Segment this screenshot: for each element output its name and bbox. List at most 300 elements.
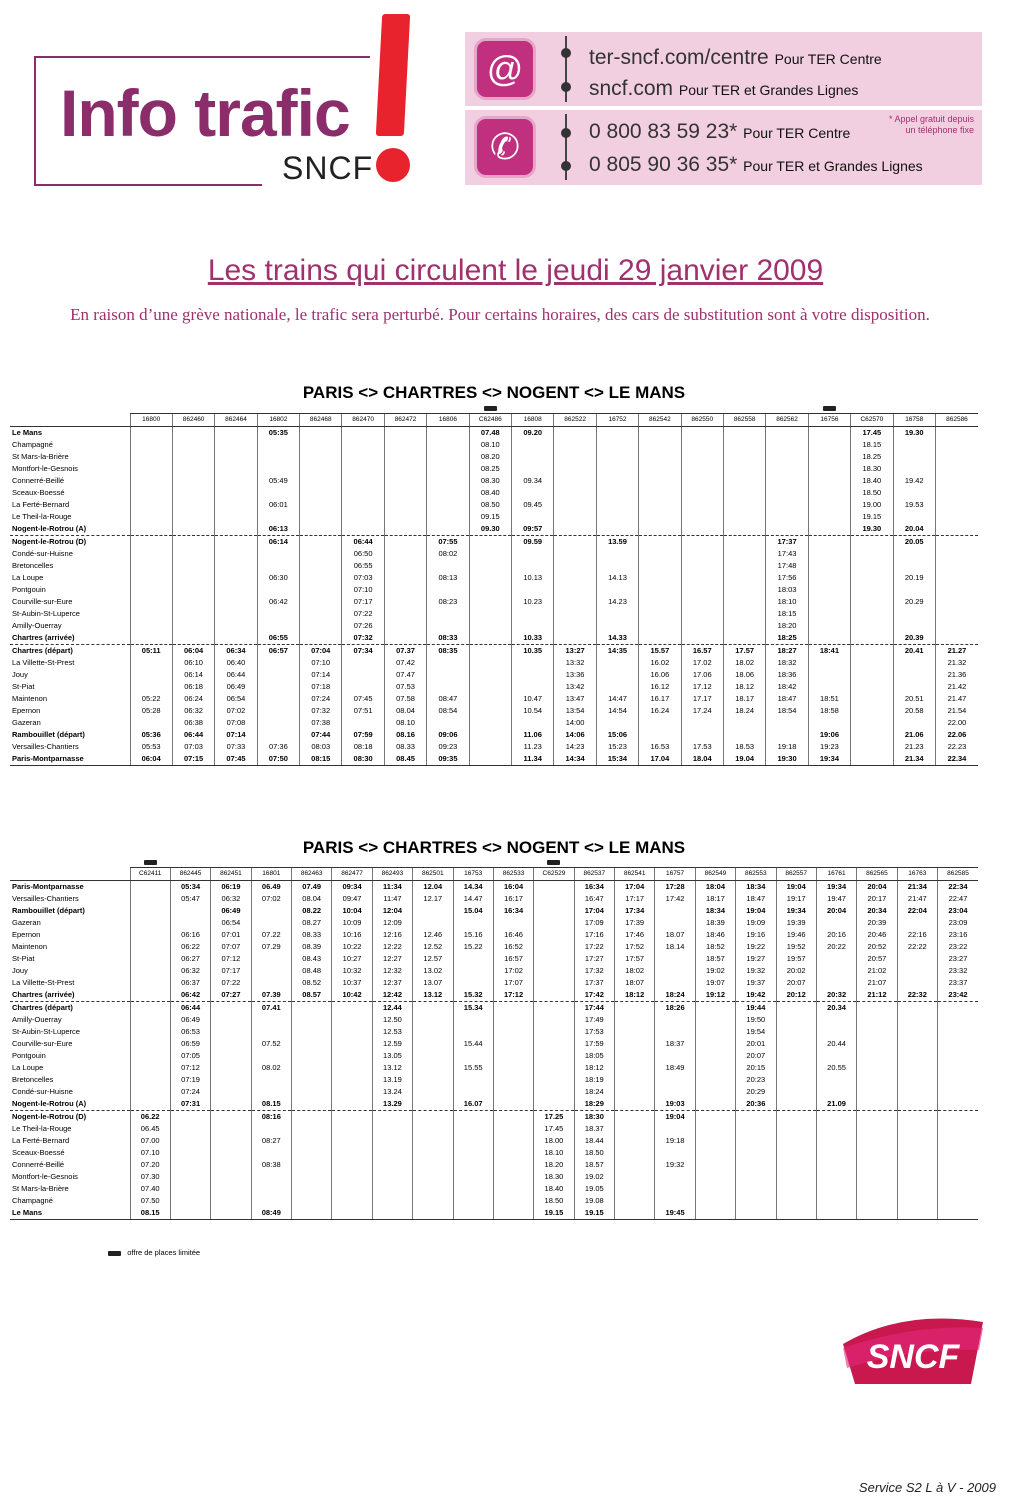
time-cell bbox=[655, 953, 695, 965]
time-cell bbox=[776, 1159, 816, 1171]
time-cell bbox=[453, 1074, 493, 1086]
time-cell: 19:37 bbox=[736, 977, 776, 989]
time-cell: 06:04 bbox=[172, 645, 214, 658]
time-cell: 08.30 bbox=[469, 475, 511, 487]
time-cell bbox=[413, 917, 453, 929]
time-cell bbox=[554, 511, 596, 523]
time-cell: 07.20 bbox=[130, 1159, 170, 1171]
telephone-icon: ✆ bbox=[474, 116, 536, 178]
time-cell bbox=[257, 693, 299, 705]
time-cell: 07:02 bbox=[215, 705, 257, 717]
time-cell: 21:12 bbox=[857, 989, 897, 1002]
time-cell bbox=[655, 1050, 695, 1062]
time-cell: 06:49 bbox=[215, 681, 257, 693]
time-cell bbox=[300, 427, 342, 440]
time-cell: 10.35 bbox=[512, 645, 554, 658]
web-site[interactable]: sncf.com bbox=[589, 77, 674, 100]
web-site[interactable]: ter-sncf.com/centre bbox=[589, 46, 769, 69]
time-cell bbox=[681, 632, 723, 645]
time-cell: 18:57 bbox=[695, 953, 735, 965]
time-cell bbox=[851, 632, 893, 645]
time-cell: 17:32 bbox=[574, 965, 614, 977]
time-cell bbox=[681, 572, 723, 584]
time-cell bbox=[130, 1086, 170, 1098]
time-cell: 07:34 bbox=[342, 645, 384, 658]
time-cell: 20.05 bbox=[893, 536, 935, 549]
time-cell: 19:22 bbox=[736, 941, 776, 953]
time-cell bbox=[639, 475, 681, 487]
time-cell: 16:52 bbox=[493, 941, 533, 953]
time-cell: 18:47 bbox=[766, 693, 808, 705]
time-cell bbox=[723, 596, 765, 608]
time-cell bbox=[938, 1111, 979, 1124]
time-cell: 05:22 bbox=[130, 693, 172, 705]
time-cell: 07.52 bbox=[251, 1038, 291, 1050]
time-cell bbox=[808, 548, 850, 560]
time-cell bbox=[342, 669, 384, 681]
train-number: 16808 bbox=[512, 414, 554, 427]
time-cell bbox=[342, 681, 384, 693]
time-cell bbox=[172, 499, 214, 511]
time-cell bbox=[816, 1026, 856, 1038]
web-line-2[interactable] bbox=[589, 76, 858, 103]
time-cell bbox=[681, 451, 723, 463]
time-cell bbox=[257, 705, 299, 717]
time-cell bbox=[534, 953, 574, 965]
time-cell: 07:33 bbox=[215, 741, 257, 753]
time-cell: 06:59 bbox=[170, 1038, 210, 1050]
bus-cell bbox=[211, 858, 251, 868]
time-cell bbox=[512, 669, 554, 681]
time-cell: 23:09 bbox=[938, 917, 979, 929]
time-cell bbox=[816, 1171, 856, 1183]
time-cell: 06:30 bbox=[257, 572, 299, 584]
time-cell: 09:35 bbox=[427, 753, 469, 766]
time-cell bbox=[215, 475, 257, 487]
train-number: 16802 bbox=[257, 414, 299, 427]
bus-cell bbox=[493, 858, 533, 868]
web-line-1[interactable] bbox=[589, 45, 882, 72]
train-number: 16753 bbox=[453, 868, 493, 881]
time-cell bbox=[300, 584, 342, 596]
time-cell bbox=[512, 487, 554, 499]
time-cell bbox=[938, 1002, 979, 1015]
exclamation-dot bbox=[376, 148, 410, 182]
logo-title: Info trafic bbox=[60, 76, 350, 150]
time-cell: 08.10 bbox=[384, 717, 426, 729]
time-cell bbox=[251, 965, 291, 977]
time-cell bbox=[639, 729, 681, 741]
time-cell bbox=[211, 1135, 251, 1147]
time-cell bbox=[292, 1147, 332, 1159]
time-cell: 18.10 bbox=[534, 1147, 574, 1159]
time-cell bbox=[427, 657, 469, 669]
time-cell bbox=[215, 499, 257, 511]
time-cell bbox=[639, 511, 681, 523]
table-row bbox=[10, 1195, 978, 1207]
time-cell bbox=[615, 1207, 655, 1220]
time-cell bbox=[493, 1026, 533, 1038]
time-cell: 18.02 bbox=[723, 657, 765, 669]
time-cell bbox=[695, 1026, 735, 1038]
time-cell: 07:24 bbox=[300, 693, 342, 705]
time-cell bbox=[615, 1062, 655, 1074]
time-cell bbox=[342, 657, 384, 669]
table-row bbox=[10, 608, 978, 620]
time-cell bbox=[695, 1171, 735, 1183]
time-cell bbox=[736, 1171, 776, 1183]
time-cell bbox=[534, 1086, 574, 1098]
time-cell: 14:34 bbox=[554, 753, 596, 766]
time-cell: 17:28 bbox=[655, 881, 695, 894]
time-cell bbox=[342, 427, 384, 440]
time-cell: 07:44 bbox=[300, 729, 342, 741]
time-cell bbox=[130, 584, 172, 596]
time-cell bbox=[453, 965, 493, 977]
time-cell: 16:34 bbox=[493, 905, 533, 917]
time-cell bbox=[211, 1002, 251, 1015]
time-cell: 08:23 bbox=[427, 596, 469, 608]
time-cell: 19:47 bbox=[816, 893, 856, 905]
time-cell: 08.57 bbox=[292, 989, 332, 1002]
time-cell bbox=[251, 1123, 291, 1135]
bus-cell bbox=[292, 858, 332, 868]
table-row bbox=[10, 596, 978, 608]
time-cell bbox=[512, 717, 554, 729]
time-cell bbox=[857, 1171, 897, 1183]
time-cell bbox=[300, 572, 342, 584]
time-cell bbox=[639, 487, 681, 499]
table-row bbox=[10, 1183, 978, 1195]
time-cell bbox=[816, 1207, 856, 1220]
time-cell: 20.19 bbox=[893, 572, 935, 584]
time-cell bbox=[534, 929, 574, 941]
time-cell bbox=[211, 1062, 251, 1074]
time-cell bbox=[211, 1074, 251, 1086]
time-cell: 18:51 bbox=[808, 693, 850, 705]
time-cell: 17:02 bbox=[493, 965, 533, 977]
time-cell: 20:16 bbox=[816, 929, 856, 941]
train-number: 862501 bbox=[413, 868, 453, 881]
time-cell bbox=[251, 953, 291, 965]
time-cell: 20:22 bbox=[816, 941, 856, 953]
time-cell: 05:47 bbox=[170, 893, 210, 905]
time-cell bbox=[897, 1014, 937, 1026]
time-cell bbox=[655, 1074, 695, 1086]
time-cell bbox=[211, 1147, 251, 1159]
time-cell: 18:05 bbox=[574, 1050, 614, 1062]
time-cell bbox=[493, 1135, 533, 1147]
station-name: Le Theil-la-Rouge bbox=[12, 1124, 72, 1133]
time-cell bbox=[372, 1147, 412, 1159]
time-cell bbox=[512, 463, 554, 475]
time-cell: 18.37 bbox=[574, 1123, 614, 1135]
time-cell: 17:43 bbox=[766, 548, 808, 560]
table-row bbox=[10, 1207, 978, 1220]
time-cell bbox=[211, 1014, 251, 1026]
time-cell bbox=[808, 523, 850, 536]
time-cell bbox=[469, 548, 511, 560]
time-cell bbox=[776, 1038, 816, 1050]
time-cell bbox=[534, 893, 574, 905]
time-cell: 18.44 bbox=[574, 1135, 614, 1147]
station-name: Maintenon bbox=[12, 694, 48, 703]
bus-cell bbox=[172, 404, 214, 414]
time-cell bbox=[938, 1050, 979, 1062]
time-cell bbox=[130, 596, 172, 608]
time-cell bbox=[211, 1159, 251, 1171]
time-cell: 19:27 bbox=[736, 953, 776, 965]
time-cell bbox=[292, 1086, 332, 1098]
time-cell bbox=[816, 1074, 856, 1086]
time-cell bbox=[413, 1147, 453, 1159]
time-cell bbox=[413, 1123, 453, 1135]
table-title: PARIS <> CHARTRES <> NOGENT <> LE MANS bbox=[302, 383, 686, 402]
time-cell: 17:52 bbox=[615, 941, 655, 953]
table-row bbox=[10, 475, 978, 487]
train-number: 862557 bbox=[776, 868, 816, 881]
time-cell: 14.13 bbox=[596, 572, 638, 584]
time-cell: 06:54 bbox=[211, 917, 251, 929]
time-cell bbox=[596, 717, 638, 729]
time-cell bbox=[172, 439, 214, 451]
time-cell bbox=[257, 620, 299, 632]
time-cell bbox=[897, 977, 937, 989]
time-cell: 18:12 bbox=[574, 1062, 614, 1074]
time-cell bbox=[170, 1183, 210, 1195]
time-cell bbox=[512, 657, 554, 669]
time-cell bbox=[130, 475, 172, 487]
time-cell: 21.23 bbox=[893, 741, 935, 753]
time-cell: 17:12 bbox=[493, 989, 533, 1002]
footer: Service S2 L à V - 2009 bbox=[858, 1480, 996, 1495]
time-cell bbox=[534, 989, 574, 1002]
time-cell: 13:47 bbox=[554, 693, 596, 705]
time-cell: 19:34 bbox=[816, 881, 856, 894]
time-cell bbox=[776, 1183, 816, 1195]
time-cell bbox=[251, 905, 291, 917]
time-cell: 06:18 bbox=[172, 681, 214, 693]
time-cell: 18.25 bbox=[851, 451, 893, 463]
bus-cell bbox=[251, 858, 291, 868]
time-cell: 12:09 bbox=[372, 917, 412, 929]
time-cell bbox=[413, 1207, 453, 1220]
time-cell bbox=[655, 1171, 695, 1183]
time-cell bbox=[695, 1014, 735, 1026]
time-cell: 07.42 bbox=[384, 657, 426, 669]
time-cell bbox=[453, 953, 493, 965]
time-cell bbox=[534, 917, 574, 929]
station-name: La Loupe bbox=[12, 573, 44, 582]
time-cell bbox=[413, 1183, 453, 1195]
time-cell bbox=[292, 1050, 332, 1062]
table-row bbox=[10, 1062, 978, 1074]
time-cell bbox=[257, 451, 299, 463]
time-cell bbox=[851, 548, 893, 560]
time-cell: 07:17 bbox=[211, 965, 251, 977]
time-cell: 07:01 bbox=[211, 929, 251, 941]
time-cell bbox=[655, 977, 695, 989]
time-cell: 17:42 bbox=[655, 893, 695, 905]
time-cell: 18:07 bbox=[615, 977, 655, 989]
time-cell bbox=[681, 560, 723, 572]
time-cell bbox=[372, 1183, 412, 1195]
time-cell: 06:44 bbox=[170, 1002, 210, 1015]
time-cell: 13.12 bbox=[372, 1062, 412, 1074]
time-cell bbox=[215, 536, 257, 549]
time-cell bbox=[554, 632, 596, 645]
time-cell bbox=[211, 1050, 251, 1062]
exclamation-bar bbox=[376, 14, 410, 136]
time-cell bbox=[938, 1183, 979, 1195]
bus-icon bbox=[547, 860, 560, 865]
time-cell bbox=[596, 620, 638, 632]
time-cell bbox=[130, 953, 170, 965]
time-cell bbox=[427, 717, 469, 729]
bullet bbox=[561, 128, 571, 138]
bullet bbox=[561, 161, 571, 171]
time-cell: 19:42 bbox=[736, 989, 776, 1002]
train-number: 862445 bbox=[170, 868, 210, 881]
time-cell bbox=[615, 1002, 655, 1015]
time-cell: 22:34 bbox=[938, 881, 979, 894]
time-cell bbox=[292, 1038, 332, 1050]
time-cell: 13:27 bbox=[554, 645, 596, 658]
time-cell: 18:25 bbox=[766, 632, 808, 645]
time-cell bbox=[615, 1111, 655, 1124]
table-row bbox=[10, 965, 978, 977]
time-cell bbox=[427, 584, 469, 596]
time-cell bbox=[615, 1147, 655, 1159]
time-cell bbox=[130, 632, 172, 645]
time-cell bbox=[469, 729, 511, 741]
time-cell bbox=[413, 1050, 453, 1062]
time-cell: 07.58 bbox=[384, 693, 426, 705]
station-name: Nogent-le-Rotrou (A) bbox=[10, 523, 130, 536]
time-cell bbox=[342, 439, 384, 451]
bus-cell bbox=[453, 858, 493, 868]
time-cell bbox=[332, 1038, 372, 1050]
time-cell: 07:36 bbox=[257, 741, 299, 753]
time-cell bbox=[776, 1195, 816, 1207]
time-cell bbox=[935, 548, 978, 560]
bus-cell bbox=[215, 404, 257, 414]
time-cell bbox=[384, 487, 426, 499]
time-cell bbox=[816, 1086, 856, 1098]
time-cell bbox=[469, 620, 511, 632]
time-cell bbox=[639, 463, 681, 475]
time-cell bbox=[808, 681, 850, 693]
web-desc: Pour TER Centre bbox=[774, 51, 882, 67]
time-cell bbox=[215, 560, 257, 572]
train-number: 862549 bbox=[695, 868, 735, 881]
table-row bbox=[10, 548, 978, 560]
train-number: 16806 bbox=[427, 414, 469, 427]
time-cell bbox=[300, 523, 342, 536]
time-cell: 09.34 bbox=[512, 475, 554, 487]
time-cell bbox=[300, 511, 342, 523]
time-cell bbox=[493, 1014, 533, 1026]
table-row bbox=[10, 717, 978, 729]
time-cell bbox=[893, 548, 935, 560]
bus-cell bbox=[554, 404, 596, 414]
time-cell: 18.14 bbox=[655, 941, 695, 953]
time-cell: 19:30 bbox=[766, 753, 808, 766]
train-number: 862451 bbox=[211, 868, 251, 881]
time-cell bbox=[427, 451, 469, 463]
time-cell bbox=[332, 1195, 372, 1207]
time-cell bbox=[723, 632, 765, 645]
time-cell bbox=[857, 1159, 897, 1171]
time-cell: 21.36 bbox=[935, 669, 978, 681]
table-row bbox=[10, 1026, 978, 1038]
time-cell bbox=[172, 608, 214, 620]
time-cell bbox=[453, 1207, 493, 1220]
table-row bbox=[10, 572, 978, 584]
time-cell: 12.50 bbox=[372, 1014, 412, 1026]
table-row bbox=[10, 1038, 978, 1050]
time-cell bbox=[938, 1159, 979, 1171]
time-cell: 11:34 bbox=[372, 881, 412, 894]
table-row bbox=[10, 905, 978, 917]
time-cell bbox=[935, 499, 978, 511]
time-cell bbox=[215, 572, 257, 584]
time-cell bbox=[413, 1086, 453, 1098]
time-cell bbox=[938, 1171, 979, 1183]
time-cell: 13.19 bbox=[372, 1074, 412, 1086]
time-cell: 18.06 bbox=[723, 669, 765, 681]
time-cell bbox=[130, 499, 172, 511]
time-cell bbox=[170, 1207, 210, 1220]
time-cell bbox=[384, 451, 426, 463]
time-cell bbox=[851, 705, 893, 717]
time-cell: 07:12 bbox=[211, 953, 251, 965]
table-title: PARIS <> CHARTRES <> NOGENT <> LE MANS bbox=[302, 838, 686, 857]
time-cell: 21.47 bbox=[935, 693, 978, 705]
station-name: Chartres (départ) bbox=[12, 646, 73, 655]
time-cell bbox=[130, 620, 172, 632]
bullet bbox=[561, 48, 571, 58]
time-cell: 19:45 bbox=[655, 1207, 695, 1220]
time-cell bbox=[639, 572, 681, 584]
time-cell bbox=[554, 536, 596, 549]
time-cell: 06.49 bbox=[251, 881, 291, 894]
time-cell bbox=[172, 596, 214, 608]
time-cell bbox=[615, 1159, 655, 1171]
time-cell bbox=[681, 511, 723, 523]
time-cell: 06.45 bbox=[130, 1123, 170, 1135]
time-cell: 17.45 bbox=[534, 1123, 574, 1135]
time-cell bbox=[512, 439, 554, 451]
time-cell bbox=[808, 536, 850, 549]
train-number: C62411 bbox=[130, 868, 170, 881]
table-row bbox=[10, 427, 978, 440]
time-cell: 19:12 bbox=[695, 989, 735, 1002]
bus-cell bbox=[695, 858, 735, 868]
time-cell bbox=[695, 1086, 735, 1098]
table-row bbox=[10, 657, 978, 669]
time-cell bbox=[681, 427, 723, 440]
station-name: La Villette-St-Prest bbox=[12, 658, 75, 667]
time-cell: 13.59 bbox=[596, 536, 638, 549]
time-cell: 16.06 bbox=[639, 669, 681, 681]
time-cell: 10:09 bbox=[332, 917, 372, 929]
station-name: La Villette-St-Prest bbox=[12, 978, 75, 987]
time-cell bbox=[469, 657, 511, 669]
time-cell: 17:34 bbox=[615, 905, 655, 917]
time-cell: 06:27 bbox=[170, 953, 210, 965]
time-cell: 06:13 bbox=[257, 523, 299, 536]
